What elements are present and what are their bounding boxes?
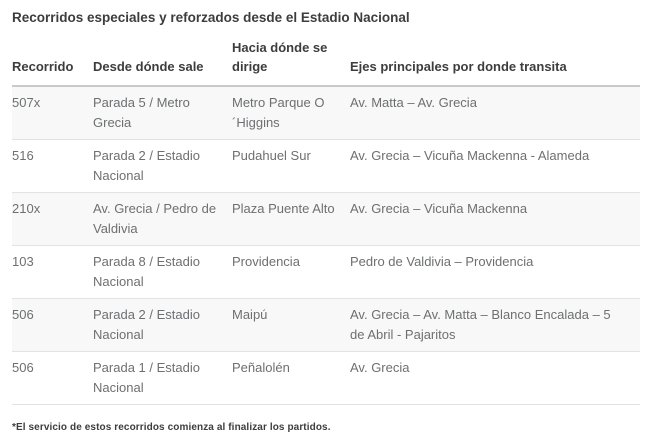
cell-recorrido: 506 (12, 360, 34, 375)
table-row-103 (12, 246, 640, 299)
cell-desde-donde-sale: Av. Grecia / Pedro de Valdivia (93, 201, 217, 236)
page-title: Recorridos especiales y reforzados desde el Estadio Nacional (12, 10, 410, 25)
cell-desde-donde-sale: Parada 1 / Estadio Nacional (93, 360, 200, 395)
cell-ejes-principales: Av. Matta – Av. Grecia (350, 95, 477, 110)
cell-desde-donde-sale: Parada 2 / Estadio Nacional (93, 307, 200, 342)
cell-ejes-principales: Pedro de Valdivia – Providencia (350, 254, 534, 269)
cell-recorrido: 516 (12, 148, 34, 163)
cell-ejes-principales: Av. Grecia – Av. Matta – Blanco Encalada – 5 de Abril - Pajaritos (350, 307, 611, 342)
column-header-recorrido: Recorrido (12, 38, 93, 86)
table-row-506-maipu (12, 299, 640, 352)
cell-recorrido: 507x (12, 95, 41, 110)
cell-recorrido: 210x (12, 201, 41, 216)
cell-desde-donde-sale: Parada 8 / Estadio Nacional (93, 254, 200, 289)
cell-hacia-donde-se-dirige: Pudahuel Sur (232, 148, 311, 163)
cell-hacia-donde-se-dirige: Peñalolén (232, 360, 290, 375)
header-row (12, 38, 640, 86)
footnote: *El servicio de estos recorridos comienza al finalizar los partidos. (12, 422, 331, 433)
column-header-hacia-donde-se-dirige: Hacia dónde se dirige (232, 38, 350, 86)
table-header (12, 38, 640, 86)
cell-hacia-donde-se-dirige: Metro Parque O ´Higgins (232, 95, 325, 130)
cell-ejes-principales: Av. Grecia – Vicuña Mackenna - Alameda (350, 148, 590, 163)
cell-ejes-principales: Av. Grecia – Vicuña Mackenna (350, 201, 528, 216)
cell-recorrido: 506 (12, 307, 34, 322)
table-body (12, 86, 640, 405)
cell-hacia-donde-se-dirige: Plaza Puente Alto (232, 201, 335, 216)
table-row-210x (12, 193, 640, 246)
routes-table (12, 38, 640, 405)
column-header-desde-donde-sale: Desde dónde sale (93, 38, 232, 86)
column-header-ejes-principales: Ejes principales por donde transita (350, 38, 640, 86)
cell-ejes-principales: Av. Grecia (350, 360, 410, 375)
table-row-507x (12, 86, 640, 140)
cell-recorrido: 103 (12, 254, 34, 269)
table-row-516 (12, 140, 640, 193)
cell-desde-donde-sale: Parada 2 / Estadio Nacional (93, 148, 200, 183)
cell-desde-donde-sale: Parada 5 / Metro Grecia (93, 95, 190, 130)
cell-hacia-donde-se-dirige: Providencia (232, 254, 300, 269)
table-row-506-penalolen (12, 352, 640, 405)
cell-hacia-donde-se-dirige: Maipú (232, 307, 268, 322)
